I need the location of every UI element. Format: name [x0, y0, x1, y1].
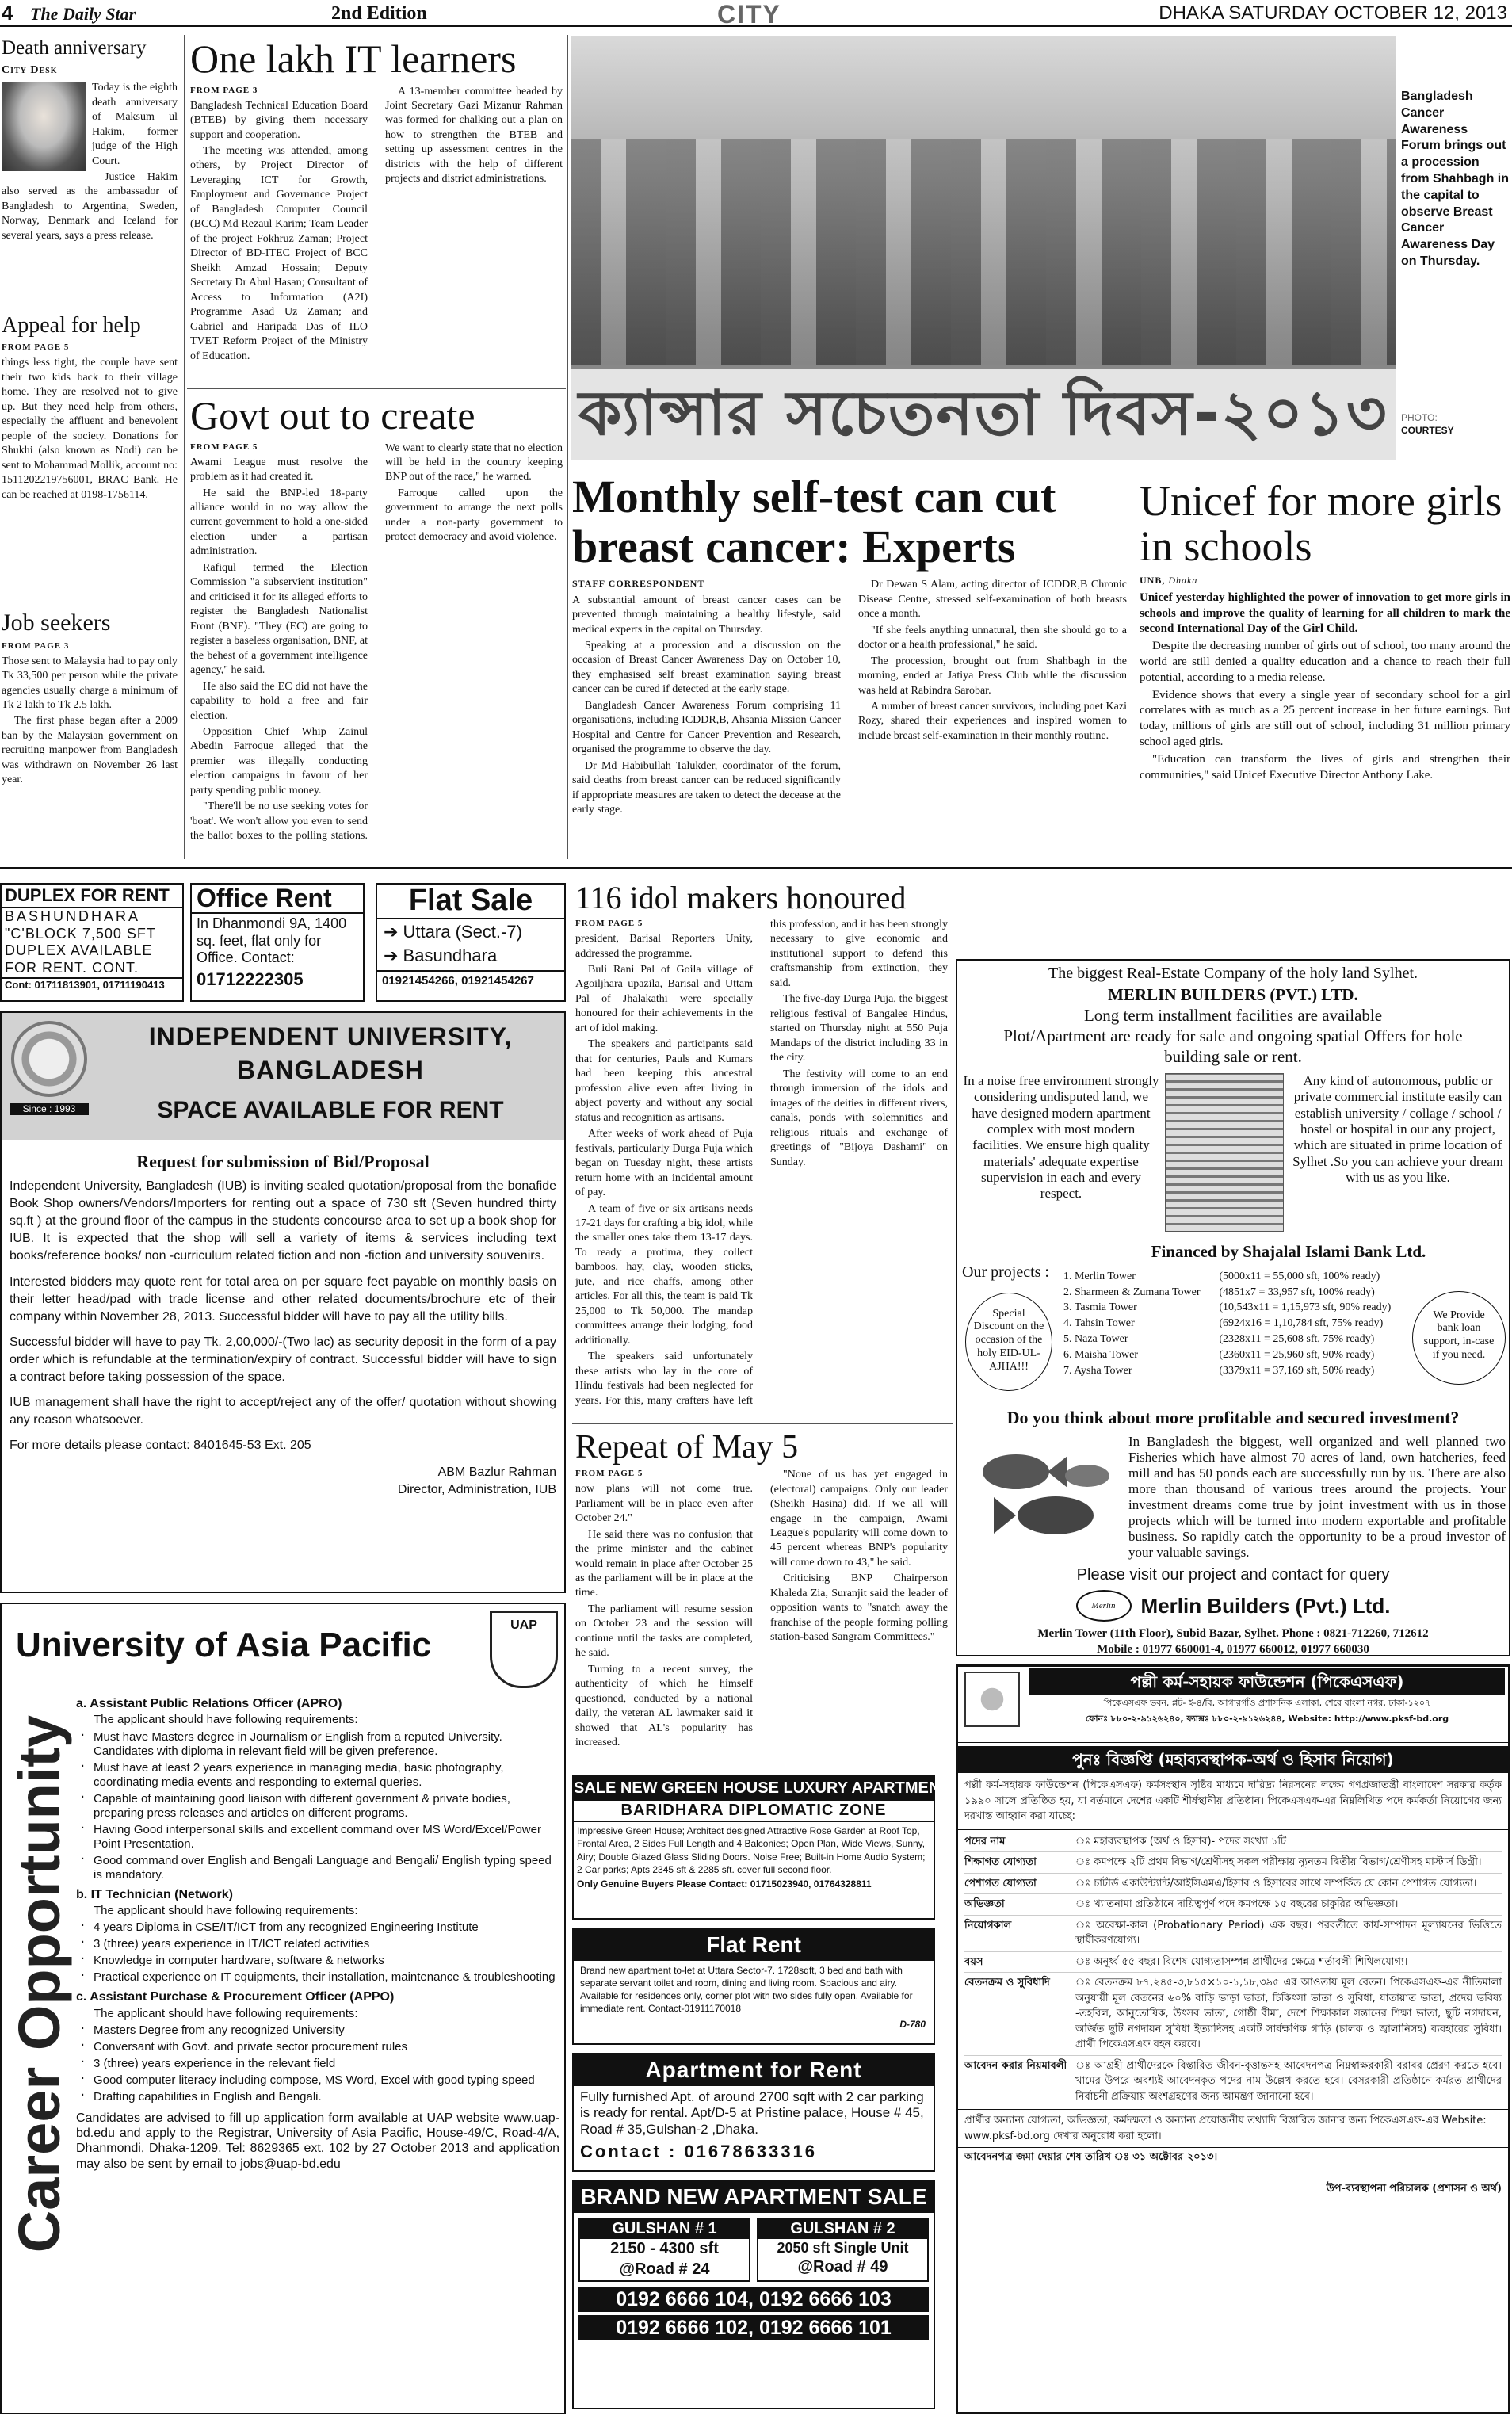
edition-label: 2nd Edition — [331, 3, 427, 24]
project-row — [1059, 1332, 1407, 1347]
pksf-row-value: ঃ অবেক্ষা-কাল (Probationary Period) এক বছর। পরবর্তীতে কার্য-সম্পাদন মূল্যায়নের ভিত্তিতে স্থায়ীকরণযোগ্য। — [1075, 1919, 1502, 1947]
pksf-row-label: বেতনক্রম ও সুবিধাদি — [964, 1977, 1050, 1989]
article-paragraph: Turning to a recent survey, the authenticity of which he himself questioned, conducted by a national daily, the veteran AL lawmaker said it showed that AL's popularity has increased. — [575, 1663, 753, 1749]
uap-side-label: Career Opportunity — [6, 1714, 72, 2253]
merlin-left-text: In a noise free environment strongly considering undisputed land, we have designed modern apartment complex with most modern facilities. We ensure high quality materials' adequate expertise supervision in each and every respect. — [963, 1072, 1159, 1202]
projects-label: Our projects : — [962, 1263, 1049, 1281]
photo-credit — [1401, 412, 1510, 437]
ad-subtitle: BARIDHARA DIPLOMATIC ZONE — [574, 1801, 934, 1823]
pksf-row — [964, 1952, 1502, 1974]
pksf-row-label: নিয়োগকাল — [964, 1919, 1012, 1932]
flat-sale-ad — [376, 883, 566, 1002]
article-headline: Repeat of May 5 — [575, 1429, 799, 1465]
ad-title: BRAND NEW APARTMENT SALE — [574, 2181, 934, 2213]
pksf-row — [964, 1874, 1502, 1895]
article-paragraph: The meeting was attended, among others, by Project Director of Leveraging ICT for Growth, Employment and Governance Project of Bangladesh Computer Council (BCC) Md Rezaul Karim; Team Leader of the project Fokhruz Zaman; Project Director of BD-ITEC Project of BCC Sheikh Amzad Hossain; Deputy Secretary Dr Abul Hasan; Consultant of Access to Information (A2I) Programme Asad Uz Zaman; and Gabriel and Haripada Das of ILO TVET Reform Project of the Ministry of Education. — [190, 144, 368, 362]
pksf-intro: পল্লী কর্ম-সহায়ক ফাউন্ডেশন (পিকেএসএফ) কর্মসংস্থান সৃষ্টির মাধ্যমে দারিদ্র্য নিরসনের লক্ষ্যে গণপ্রজাতন্ত্রী বাংলাদেশ সরকার কর্তৃক ১৯৯০ সালে প্রতিষ্ঠিত হয়, যা বর্তমানে দেশের একটি শীর্ষস্থানীয় প্রতিষ্ঠান। পিকেএসএফ-এর নিম্নলিখিত পদে কর্মকর্তা নিয়োগের জন্য দরখাস্ত আহ্বান করা যাচ্ছে: — [958, 1776, 1508, 1830]
section-label: CITY — [717, 0, 781, 29]
size-label: 2050 sft Single Unit — [777, 2240, 909, 2256]
merlin-question: Do you think about more profitable and secured investment? — [1006, 1407, 1460, 1427]
brief-byline: City Desk — [2, 64, 58, 77]
job-requirements — [76, 1730, 559, 1882]
article-paragraph: The speakers and participants said that for centuries, Pauls and Kumars had been keeping this ancestral profession alive even after living in abject poverty and without any social status and recognition as artisans. — [575, 1038, 753, 1124]
location-label: GULSHAN # 2 — [758, 2219, 927, 2240]
requirement-item: · Capable of maintaining good liaison with different government & private bodies, preparing press releases and articles on different programs. — [76, 1792, 559, 1821]
iub-signature-title: Director, Administration, IUB — [397, 1483, 556, 1497]
ad-title: Office Rent — [192, 885, 363, 914]
pksf-row-label: আবেদন করার নিয়মাবলী — [964, 2059, 1067, 2072]
ad-phone: 01921454266, 01921454267 — [377, 970, 564, 990]
requirement-item: · 3 (three) years experience in IT/ICT related activities — [76, 1937, 559, 1951]
article-paragraph: The five-day Durga Puja, the biggest religious festival of Bangalee Hindus, started on Thursday night at 550 Puja Mandaps of the district including 33 in the city. — [770, 993, 948, 1064]
article-paragraph: After weeks of work ahead of Puja festivals, particularly Durga Puja which began on Tuesday night, these artists return home with an incidental amount of pay. — [575, 1128, 753, 1199]
requirement-item: · 4 years Diploma in CSE/IT/ICT from any recognized Engineering Institute — [76, 1920, 559, 1935]
article-paragraph: Criticising BNP Chairperson Khaleda Zia, Suranjit said the leader of opposition wants to "snatch away the franchise of the people forming polling station-based Sangram Committees." — [770, 1572, 948, 1644]
pksf-logo — [964, 1672, 1020, 1727]
ad-title: Flat Rent — [574, 1929, 934, 1961]
pksf-note: প্রার্থীর অন্যান্য যোগ্যতা, অভিজ্ঞতা, কর্মদক্ষতা ও অন্যান্য প্রয়োজনীয় তথ্যাদি বিস্তারিত জানার জন্য পিকেএসএফ-এর Website: www.pksf-bd.org দেখার অনুরোধ করা হলো। — [958, 2109, 1508, 2147]
article-paragraph: "There'll be no use seeking votes for 'boat'. We won't allow you even to send the ballot boxes to the polling stations. We want to clearly state that no election will be held in the country keeping BNP out of the race," he warned. — [190, 441, 563, 843]
article-headline: 116 idol makers honoured — [575, 880, 907, 915]
ad-title: SALE NEW GREEN HOUSE LUXURY APARTMENT — [574, 1777, 934, 1801]
requirement-item: · Good command over English and Bengali Language and Bengali/ English typing speed is mandatory. — [76, 1854, 559, 1882]
article-paragraph: Farroque called upon the government to arrange the next polls under a non-party government to protect democracy and avoid violence. — [385, 487, 563, 544]
brief-from: FROM PAGE 5 — [2, 342, 70, 353]
article-paragraph: president, Barisal Reporters Unity, addressed the programme. — [575, 933, 753, 960]
article-paragraph: Dr Dewan S Alam, acting director of ICDDR,B Chronic Disease Centre, stressed self-examination of both breasts once a month. — [858, 579, 1127, 621]
pksf-row-label: অভিজ্ঞতা — [964, 1898, 1005, 1910]
uap-email-link[interactable]: jobs@uap-bd.edu — [240, 2157, 341, 2171]
pksf-row-value: ঃ আগ্রহী প্রার্থীদেরকে বিস্তারিত জীবন-বৃত্তান্তসহ আবেদনপত্র নিম্নস্বাক্ষরকারী বরাবর প্রেরণ করতে হবে। খামের উপরে অবশ্যই আবেদনকৃত পদের নাম উল্লেখ করতে হবে। বেসরকারী প্রতিষ্ঠানে কর্মরত প্রার্থীদের নির্বাচনী প্রক্রিয়ায় অংশগ্রহণের জন্য আমন্ত্রণ জানানো হবে। — [1075, 2059, 1502, 2103]
fish-image — [968, 1440, 1119, 1551]
article-headline: One lakh IT learners — [190, 36, 517, 81]
project-row — [1059, 1300, 1407, 1316]
ad-item — [377, 945, 564, 967]
byline-place: Dhaka — [1168, 575, 1198, 587]
article-paragraph: now plans will not come true. Parliament will be in place even after October 24." — [575, 1483, 753, 1525]
merlin-right-text: Any kind of autonomous, public or private commercial institute easily can establish university / collage / school / hostel or hospital in our any project, which are situated in prime location of Sylhet .So you can achieve your dream with us as you like. — [1292, 1072, 1503, 1186]
iub-paragraph: Independent University, Bangladesh (IUB) is inviting sealed quotation/proposal from the bonafide Book Shop owners/Vendors/Importers for renting out a space of 730 sft (Seven hundred thirty sq.ft ) at the ground floor of the campus in the students concourse area to set up a book shop for IUB. It is expected that the shop will sell a variety of items & services including text books/reference books/ non -curriculum related fiction and non -fiction and university souvenirs. — [10, 1179, 556, 1263]
ad-code: D-780 — [899, 2018, 926, 2030]
article-byline: UNB, Dhaka — [1140, 575, 1198, 587]
pksf-row-value: ঃ কমপক্ষে ২টি প্রথম বিভাগ/শ্রেণীসহ সকল পরীক্ষায় ন্যূনতম দ্বিতীয় বিভাগ/শ্রেণীসহ মাস্টার্স ডিগ্রী। — [1075, 1856, 1482, 1868]
pksf-row-label: শিক্ষাগত যোগ্যতা — [964, 1856, 1037, 1868]
requirement-item: · Drafting capabilities in English and Bengali. — [76, 2090, 559, 2104]
phone-line: 0192 6666 104, 0192 6666 103 — [578, 2287, 929, 2312]
iub-paragraph: For more details please contact: 8401645-53 Ext. 205 — [10, 1439, 311, 1453]
article-paragraph: Despite the decreasing number of girls out of school, too many around the world are still denied a quality education and a chance to reach their full potential, according to a media release. — [1140, 640, 1510, 684]
merlin-finance: Financed by Shajalal Islami Bank Ltd. — [1151, 1241, 1426, 1261]
projects-table — [1059, 1269, 1407, 1379]
project-detail: (6924x16 = 1,10,784 sft, 75% ready) — [1219, 1317, 1384, 1330]
iub-subtitle: SPACE AVAILABLE FOR RENT — [157, 1097, 504, 1123]
article-paragraph: The parliament will resume session on October 23 and the session will continue until the tasks are completed, he said. — [575, 1603, 753, 1660]
job-intro: The applicant should have following requirements: — [94, 1904, 358, 1918]
article-paragraph: A number of breast cancer survivors, including poet Kazi Rozy, shared their experiences and inspired women to include breast self-examination in their monthly routine. — [858, 701, 1127, 742]
article-from: FROM PAGE 5 — [190, 441, 258, 452]
pksf-requirements — [958, 1830, 1508, 2110]
uap-title: University of Asia Pacific — [16, 1626, 432, 1664]
article-paragraph: Bangladesh Technical Education Board (BTEB) by giving them necessary support and cooperation. — [190, 99, 368, 141]
brief-from: FROM PAGE 3 — [2, 640, 70, 651]
ad-contact: Cont: 01711813901, 01711190413 — [2, 977, 182, 992]
apartment-rent-ad — [572, 2053, 935, 2172]
requirement-item: · Conversant with Govt. and private sector procurement rules — [76, 2040, 559, 2054]
job-requirements — [76, 2023, 559, 2104]
requirement-item: · Masters Degree from any recognized University — [76, 2023, 559, 2038]
pksf-deadline: আবেদনপত্র জমা দেয়ার শেষ তারিখ ঃ ৩১ অক্টোবর ২০১৩। — [958, 2147, 1508, 2167]
fish-icon — [968, 1440, 1119, 1551]
article-from: FROM PAGE 5 — [575, 919, 643, 928]
job-requirements — [76, 1920, 559, 1985]
article-paragraph: Speaking at a procession and a discussion on the occasion of Breast Cancer Awareness Day on October 10, they emphasised self breast examination saying breast cancer can be cured if detected at the early stage. — [572, 640, 841, 696]
job-intro: The applicant should have following requirements: — [94, 1713, 358, 1727]
article-paragraph: "If she feels anything unnatural, then she should go to a doctor or a health professional," he said. — [858, 624, 1127, 652]
requirement-item: · Having Good interpersonal skills and excellent command over MS Word/Excel/Power Point Presentation. — [76, 1823, 559, 1851]
project-row — [1059, 1269, 1407, 1285]
article-paragraph: The speakers said unfortunately these artists who lay in the core of Hindu festivals had been neglected for years. For this, many crafters have left this profession, and it has been strongly necessary to give economic and institutional support to defend this craftsmanship from extinction, they said. — [575, 919, 948, 1407]
project-name: 1. Merlin Tower — [1063, 1270, 1136, 1282]
banner-text: ক্যান্সার সচেতনতা দিবস-২০১৩ — [578, 378, 1388, 449]
article-paragraph: Dr Md Habibullah Talukder, coordinator of the forum, said deaths from breast cancer can be reduced significantly if appropriate measures are taken to detect the decease at the early stage. — [572, 759, 841, 816]
pksf-row — [964, 2056, 1502, 2108]
road-label: @Road # 24 — [619, 2260, 710, 2279]
project-name: 2. Sharmeen & Zumana Tower — [1063, 1286, 1201, 1298]
size-label: 2150 - 4300 sft — [610, 2240, 719, 2258]
pksf-row-label: বয়স — [964, 1955, 983, 1968]
pksf-row-value: ঃ মহাব্যবস্থাপক (অর্থ ও হিসাব)- পদের সংখ্যা ১টি — [1075, 1835, 1287, 1848]
iub-paragraph: Successful bidder will have to pay Tk. 2,00,000/-(Two lac) as security deposit in the form of a pay order which is refundable at the termination/expiry of contract. Successful bidder will have to sign a contract before taking possession of the space. — [10, 1335, 556, 1384]
requirement-item: · Must have Masters degree in Journalism or English from a reputed University. Candidates with diploma in relevant field will be given preference. — [76, 1730, 559, 1759]
ad-line: BASHUNDHARA — [5, 908, 141, 925]
iub-header — [2, 1013, 564, 1140]
location-label: GULSHAN # 1 — [580, 2219, 749, 2240]
project-row — [1059, 1347, 1407, 1363]
brief-paragraph: things less tight, the couple have sent their two kids back to their village home. They are resolved not to give up. But they need help from others, especially the affluent and benevolent people of the society. Donations for Shukhi (also known as Nodi) can be sent to Mohammad Mollik, account no: 1511202219756001, BRAC Bank. He can be reached at 0198-1756114. — [2, 357, 178, 501]
project-detail: (2328x11 = 25,608 sft, 75% ready) — [1219, 1333, 1375, 1346]
pksf-row-label: পেশাগত যোগ্যতা — [964, 1877, 1037, 1890]
article-lead: Unicef yesterday highlighted the power of innovation to get more girls in schools and improve the quality of learning for all children to mark the second International Day of the Girl Child. — [1140, 590, 1510, 636]
article-paragraph: Rafiqul termed the Election Commission "a subservient institution" and criticised it for its alleged efforts to register the Bangladesh Nationalist Front (BNF). "They (EC) are going to register a baseless organisation, BNF, at the behest of a government intelligence agency," he said. — [190, 561, 368, 677]
page-number: 4 — [2, 1, 13, 25]
ad-item-text: Basundhara — [403, 945, 498, 965]
arrow-right-icon: ➔ — [384, 945, 403, 965]
pksf-row — [964, 1973, 1502, 2056]
merlin-top: The biggest Real-Estate Company of the holy land Sylhet. — [1048, 965, 1418, 982]
photo-credit-label: PHOTO: — [1401, 412, 1438, 423]
project-name: 7. Aysha Tower — [1063, 1365, 1132, 1378]
arrow-right-icon: ➔ — [384, 921, 403, 942]
project-name: 5. Naza Tower — [1063, 1333, 1128, 1346]
merlin-line: Plot/Apartment are ready for sale and ongoing spatial Offers for hole building sale or rent. — [1003, 1026, 1463, 1066]
iub-name-line1: INDEPENDENT UNIVERSITY, — [148, 1022, 513, 1051]
dateline: DHAKA SATURDAY OCTOBER 12, 2013 — [1159, 2, 1507, 24]
pksf-row-value: ঃ বেতনক্রম ৮৭,২৪৫-৩,৮১৫×১০-১,১৮,৩৯৫ এর আওতায় মূল বেতন। পিকেএসএফ-এর নীতিমালা অনুযায়ী মূল বেতনের ৬০% বাড়ি ভাড়া ভাতা, চিকিৎসা ভাতা ও সুবিধা, যাতায়াত ভাতা, প্রদেয় ভবিষ্য -তহবিল, আনুতোষিক, উৎসব ভাতা, গোষ্ঠী বীমা, দেশে শিক্ষাকাল সন্তানের শিক্ষা ভাতা, ছুটি নগদায়ন, অর্জিত ছুটি নগদায়ন সুবিধা ইত্যাদিসহ একটি সার্বক্ষণিক গাড়ি (চালক ও জ্বালানিসহ) ব্যবহারের সুবিধা। প্রার্থী পিকেএসএফ বহন করবে। — [1075, 1977, 1502, 2050]
brief-headline: Appeal for help — [2, 313, 141, 338]
job-title: a. Assistant Public Relations Officer (APRO) — [76, 1697, 342, 1710]
special-discount-badge: Special Discount on the occasion of the holy EID-UL-AJHA!!! — [965, 1293, 1052, 1391]
uap-career-ad — [0, 1603, 566, 2414]
building-image — [1165, 1073, 1284, 1232]
merlin-bottom — [957, 1590, 1509, 1622]
job-seekers-brief — [2, 610, 178, 856]
merlin-address: Merlin Tower (11th Floor), Subid Bazar, Sylhet. Phone : 0821-712260, 712612 — [1037, 1627, 1429, 1641]
article-paragraph: The festivity will come to an end through immersion of the idols and images of the deities in different rivers, canals, ponds with solemnities and religious rituals and exchange of greetings of "Bijoya Dashami" on Sunday. — [770, 1068, 948, 1168]
iub-heading: Request for submission of Bid/Proposal — [136, 1152, 430, 1171]
merlin-bottom-name: Merlin Builders (Pvt.) Ltd. — [1140, 1593, 1391, 1618]
iub-paragraph: Interested bidders may quote rent for total area on per square feet payable on monthly basis on their letter head/pad with trade license and other related documents/brochure etc of their company within November 28, 2013. Successful bidder will have to pay all the utility bills. — [10, 1274, 556, 1324]
pksf-phone: ফোনঃ ৮৮০-২-৯১২৬২৪০, ফ্যাক্সঃ ৮৮০-২-৯১২৬২৪৪, Website: http://www.pksf-bd.org — [1085, 1714, 1449, 1724]
job-title: b. IT Technician (Network) — [76, 1887, 233, 1901]
article-paragraph: The procession, brought out from Shahbagh in the morning, ended at Jatiya Press Club while the discussion was held at Rabindra Sarobar. — [858, 655, 1127, 697]
project-detail: (2360x11 = 25,960 sft, 90% ready) — [1219, 1349, 1375, 1362]
article-paragraph: "Education can transform the lives of girls and strengthen their communities," said Unicef Executive Director Anthony Lake. — [1140, 752, 1510, 781]
project-detail: (4851x7 = 33,957 sft, 100% ready) — [1219, 1286, 1375, 1298]
project-name: 6. Maisha Tower — [1063, 1349, 1139, 1362]
article-headline: Unicef for more girls in schools — [1140, 477, 1502, 570]
requirement-item: · Knowledge in computer hardware, software & networks — [76, 1954, 559, 1968]
procession-photo — [571, 36, 1396, 460]
iub-paragraph: IUB management shall have the right to accept/reject any of the offer/ quotation without showing any reason whatsoever. — [10, 1396, 556, 1427]
green-house-ad — [572, 1775, 950, 1920]
project-detail: (5000x11 = 55,000 sft, 100% ready) — [1219, 1270, 1380, 1282]
ad-contact: Only Genuine Buyers Please Contact: 01715023940, 01764328811 — [577, 1878, 872, 1890]
project-detail: (3379x11 = 37,169 sft, 50% ready) — [1219, 1365, 1375, 1378]
article-paragraph: Evidence shows that every a single year of secondary school for a girl correlates with as much as a 25 percent increase in her future earnings. But today, millions of girls are still out of school, including 31 million primary school aged girls. — [1140, 688, 1510, 748]
pksf-row-value: ঃ অনূর্ধ্ব ৫৫ বছর। বিশেষ যোগ্যতাসম্পন্ন প্রার্থীদের ক্ষেত্রে শর্তাবলী শিথিলযোগ্য। — [1075, 1955, 1408, 1968]
ad-item — [377, 919, 564, 945]
job-title: c. Assistant Purchase & Procurement Officer (APPO) — [76, 1990, 395, 2004]
apartment-sale-ad — [572, 2180, 935, 2409]
project-detail: (10,543x11 = 1,15,973 sft, 90% ready) — [1219, 1301, 1392, 1314]
ad-item-text: Uttara (Sect.-7) — [403, 921, 522, 942]
pksf-row-label: পদের নাম — [964, 1835, 1006, 1848]
ad-line: "C'BLOCK 7,500 SFT — [5, 925, 156, 942]
project-row — [1059, 1363, 1407, 1379]
brief-paragraph: Those sent to Malaysia had to pay only Tk 33,500 per person while the private agencies usually charge a minimum of Tk 2 lakh to Tk 2.5 lakh. — [2, 655, 178, 711]
pksf-row — [964, 1832, 1502, 1853]
requirement-item: · Must have at least 2 years experience in managing media, basic photography, coordinating media events and responding to external queries. — [76, 1761, 559, 1790]
iub-name-line2: BANGLADESH — [237, 1056, 424, 1084]
pksf-ad — [956, 1664, 1510, 2414]
ad-text: In Dhanmondi 9A, 1400 sq. feet, flat only for Office. Contact: — [197, 915, 347, 966]
article-paragraph: Buli Rani Pal of Goila village of Agoiljhara upazila, Barisal and Uttam Pal of Jhalakathi were specially honoured for their achievements in the art of idol making. — [575, 964, 753, 1034]
merlin-mobile: Mobile : 01977 660001-4, 01977 660012, 01977 660030 — [1097, 1642, 1369, 1656]
project-name: 4. Tahsin Tower — [1063, 1317, 1135, 1330]
requirement-item: · Good computer literacy including compose, MS Word, Excel with good typing speed — [76, 2073, 559, 2088]
merlin-logo: Merlin — [1076, 1590, 1132, 1622]
it-learners-article — [190, 38, 563, 387]
ad-text: Brand new apartment to-let at Uttara Sector-7. 1728sqft, 3 bed and bath with separate servant toilet and room, dining and living room. Spacious and airy. Available for residences only, corner plot with two sides fully open. Available for immediate rent. Contact-01911170018 — [580, 1964, 913, 2015]
iub-signature-name: ABM Bazlur Rahman — [437, 1465, 556, 1480]
brief-paragraph: Today is the eighth death anniversary of Maksum ul Hakim, former judge of the High Court. — [92, 82, 178, 167]
iub-logo-caption: Since : 1993 — [10, 1103, 89, 1115]
photo-crowd-shade — [571, 139, 1396, 377]
requirement-item: · 3 (three) years experience in the relevant field — [76, 2057, 559, 2071]
road-label: @Road # 49 — [797, 2258, 888, 2276]
portrait-photo — [2, 82, 86, 171]
article-paragraph: A substantial amount of breast cancer cases can be prevented through maintaining a healthy lifestyle, said medical experts in the capital on Thursday. — [572, 594, 841, 636]
pksf-signature: উপ-ব্যবস্থাপনা পরিচালক (প্রশাসন ও অর্থ) — [1326, 2182, 1502, 2195]
death-anniversary-brief — [2, 38, 178, 308]
flat-rent-ad — [572, 1928, 935, 2045]
pksf-row-value: ঃ চার্টার্ড একাউন্ট্যান্ট/আইসিএমএ/হিসাব ও হিসাবের সাথে সম্পর্কিত যে কোন পেশাগত যোগ্যতা। — [1075, 1877, 1477, 1890]
pksf-row — [964, 1894, 1502, 1916]
ad-line: DUPLEX AVAILABLE — [5, 942, 153, 959]
pksf-row — [964, 1852, 1502, 1874]
ad-text: Fully furnished Apt. of around 2700 sqft with 2 car parking is ready for rental. Apt/D-5 at Pristine palace, House # 45, Road # 35,Gulshan-2 ,Dhaka. — [580, 2088, 924, 2137]
idol-makers-article — [575, 881, 948, 1420]
photo-banner — [571, 365, 1396, 460]
article-paragraph: He said there was no confusion that the prime minister and the cabinet would remain in place after October 25 as the parliament will be in place at the time. — [575, 1528, 753, 1599]
brief-headline: Death anniversary — [2, 37, 147, 59]
pksf-row-value: ঃ খ্যাতনামা প্রতিষ্ঠানে দায়িত্বপূর্ণ পদে কমপক্ষে ১৫ বছরের চাকুরির অভিজ্ঞতা। — [1075, 1898, 1399, 1910]
repeat-may5-article — [575, 1430, 948, 1763]
photo-caption: Bangladesh Cancer Awareness Forum brings out a procession from Shahbagh in the capital to observe Breast Cancer Awareness Day on Thursday. — [1401, 90, 1509, 268]
ad-title: Apartment for Rent — [574, 2054, 934, 2086]
article-paragraph: "None of us has yet engaged in (electoral) campaigns. Only our leader (Sheikh Hasina) did. If we all will engage in the campaign, Awami League's popularity will come down to 45 percent whereas BNP's popularity will come down to 43," he said. — [770, 1469, 948, 1569]
ad-title: DUPLEX FOR RENT — [2, 885, 182, 908]
masthead — [0, 0, 1512, 27]
brief-paragraph: Justice Hakim also served as the ambassador of Bangladesh to Argentina, Sweden, Norway, Denmark and Iceland for several years, says a press release. — [2, 170, 178, 242]
brief-paragraph: The first phase began after a 2009 ban by the Malaysian government on recruiting manpower from Bangladesh was withdrawn on November 26 last year. — [2, 715, 178, 786]
iub-ad — [0, 1011, 566, 1593]
ad-phone: 01712222305 — [197, 969, 304, 989]
photo-credit-value: COURTESY — [1401, 424, 1454, 436]
article-paragraph: A 13-member committee headed by Joint Secretary Gazi Mizanur Rahman was formed for chalking out a plan on how to strengthen the BTEB and setting up assessment centres in the districts with the help of different projects and district administrations. — [385, 85, 563, 185]
unicef-article — [1140, 479, 1510, 859]
merlin-name: MERLIN BUILDERS (PVT.) LTD. — [1108, 984, 1358, 1004]
article-paragraph: Awami League must resolve the problem as it had created it. — [190, 456, 368, 483]
article-headline: Govt out to create — [190, 393, 475, 438]
ad-line: FOR RENT. CONT. — [5, 959, 139, 976]
ad-contact: Contact : 01678633316 — [580, 2142, 818, 2161]
article-paragraph: He also said the EC did not have the capability to hold a free and fair election. — [190, 680, 368, 722]
requirement-item: · Practical experience on IT equipments, their installation, maintenance & troubleshooting — [76, 1970, 559, 1985]
appeal-brief — [2, 314, 178, 598]
article-from: FROM PAGE 3 — [190, 85, 258, 95]
fish-text: In Bangladesh the biggest, well organized and well planned two Fisheries which have almost 70 acres of land, own hatcheries, feed mill and has 50 ponds each are successfully run by us. There are also more than thousand of various trees around the projects. Your investment dreams come true by joint investment with us in those projects which will be turned into modern exportable and profitable business. So rapidly catch the opportunity to be a proud investor of your valuable savings. — [1128, 1433, 1506, 1561]
uap-footer — [76, 2111, 559, 2172]
office-rent-ad — [190, 883, 365, 1002]
breast-cancer-article — [572, 472, 1127, 859]
article-paragraph: Bangladesh Cancer Awareness Forum comprising 11 organisations, including ICDDR,B, Ahsania Mission Cancer Hospital and Centre for Cancer Prevention and Research, organised the programme to observe the day. — [572, 699, 841, 756]
uap-logo-text: UAP — [510, 1618, 537, 1632]
merlin-visit: Please visit our project and contact for query — [1076, 1565, 1390, 1584]
project-row — [1059, 1285, 1407, 1301]
uap-body — [76, 1696, 559, 2409]
pksf-banner: পুনঃ বিজ্ঞপ্তি (মহাব্যবস্থাপক-অর্থ ও হিসাব নিয়োগ) — [958, 1746, 1508, 1773]
article-headline: Monthly self-test can cut breast cancer: Experts — [572, 471, 1056, 572]
uap-logo — [490, 1611, 558, 1688]
duplex-rent-ad — [0, 883, 184, 1002]
paper-name: The Daily Star — [30, 4, 136, 24]
article-paragraph: A team of five or six artisans needs 17-21 days for crafting a big idol, while the smaller ones take them 13-17 days. To ready a protima, they collect bamboos, hay, clay, wooden sticks, jute, and rice chaffs, among other articles. For all this, the team is paid Tk 25,000 to Tk 50,000. The mandap committees arrange their lodging, food additionally. — [575, 1202, 753, 1347]
iub-logo — [11, 1021, 87, 1097]
pksf-name: পল্লী কর্ম-সহায়ক ফাউন্ডেশন (পিকেএসএফ) — [1029, 1668, 1505, 1695]
brief-headline: Job seekers — [2, 609, 111, 636]
uap-footer-text: Candidates are advised to fill up application form available at UAP website www.uap-bd.edu and apply to the Registrar, University of Asia Pacific, House-49/C, Road-4/A, Dhanmondi, Dhaka-1209. Tel: 8629365 ext. 102 by 27 October 2013 and application may also be sent by email to — [76, 2111, 559, 2171]
ad-title: Flat Sale — [377, 885, 564, 919]
project-row — [1059, 1316, 1407, 1332]
bank-loan-badge: We Provide bank loan support, in-case if you need. — [1412, 1291, 1506, 1385]
merlin-builders-ad — [956, 959, 1510, 1656]
job-intro: The applicant should have following requirements: — [94, 2006, 358, 2020]
pksf-row — [964, 1916, 1502, 1952]
article-byline: STAFF CORRESPONDENT — [572, 578, 705, 590]
article-paragraph: Opposition Chief Whip Zainul Abedin Farroque alleged that the premier was illegally conducting election campaigns in favour of her party spending public money. — [190, 726, 368, 797]
article-paragraph: He said the BNP-led 18-party alliance would in no way allow the current government to hold a one-sided election under a partisan administration. — [190, 487, 368, 558]
project-name: 3. Tasmia Tower — [1063, 1301, 1137, 1314]
merlin-line: Long term installment facilities are available — [1083, 1006, 1383, 1026]
ad-text: Impressive Green House; Architect designed Attractive Rose Garden at Roof Top, Frontal Area, 2 Sides Full Length and 4 Balconies; Open Plan, Wide Views, Sunny, Airy; Double Glazed Glass Sliding Doors. Noise Free; Built-in Home Audio System; 2 Car parks; Apts 2345 sft & 2285 sft. cover full second floor. — [577, 1825, 926, 1875]
govt-article — [190, 395, 563, 859]
article-from: FROM PAGE 5 — [575, 1469, 643, 1479]
pksf-address: পিকেএসএফ ভবন, প্লট- ই-৪/বি, আগারগাঁও প্রশাসনিক এলাকা, শেরে বাংলা নগর, ঢাকা-১২০৭ — [1103, 1698, 1431, 1708]
phone-line: 0192 6666 102, 0192 6666 101 — [578, 2315, 929, 2340]
byline-agency: UNB — [1140, 575, 1163, 587]
